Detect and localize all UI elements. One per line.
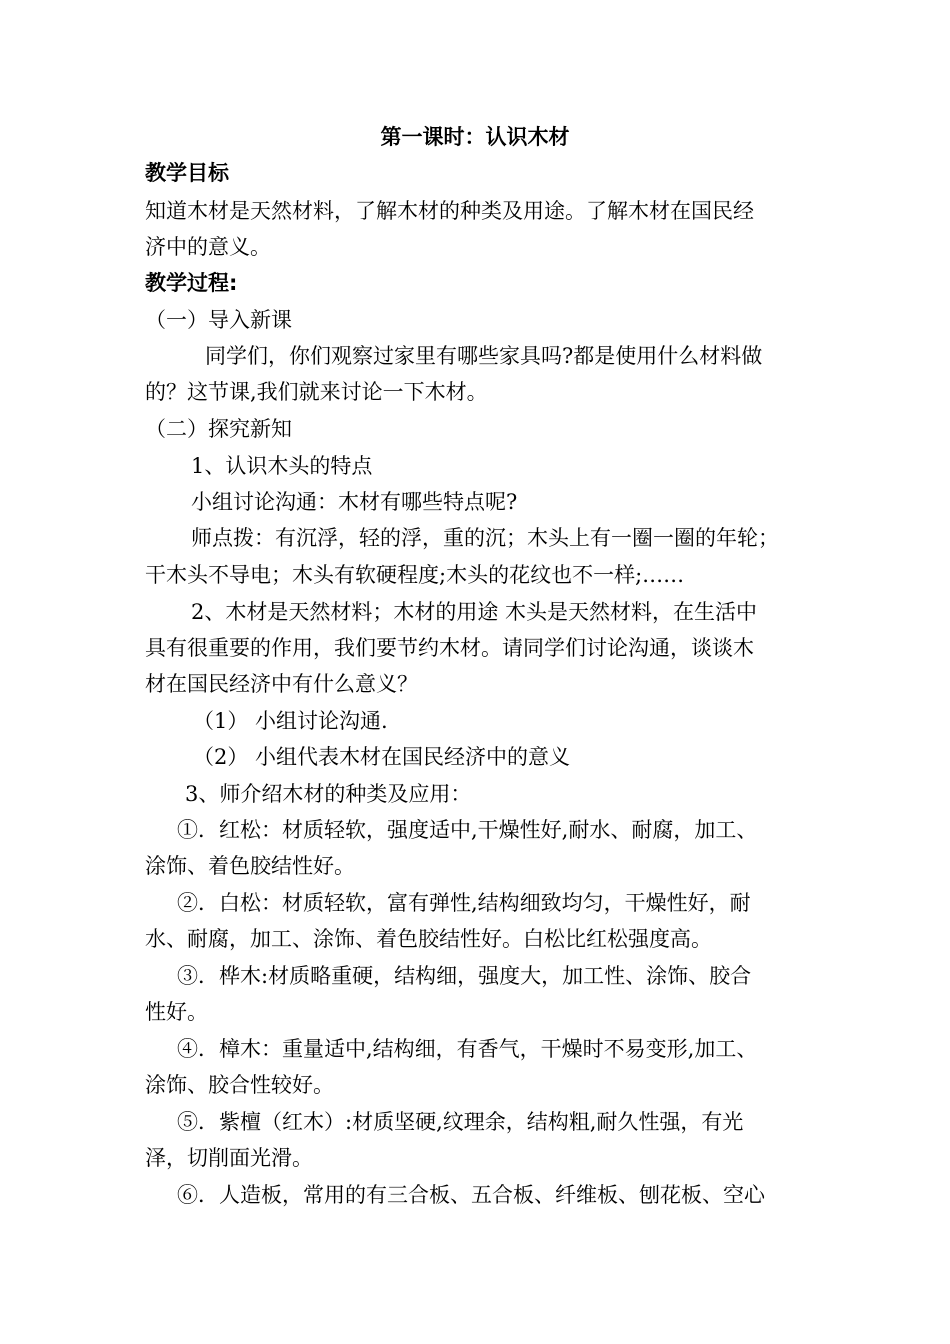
item-text-line: 干木头不导电；木头有软硬程度;木头的花纹也不一样;…… (145, 563, 685, 587)
goal-text-line: 济中的意义。 (145, 235, 271, 259)
goal-text-line: 知道木材是天然材料，了解木材的种类及用途。了解木材在国民经 (145, 199, 754, 223)
wood-type-line: ⑤．紫檀（红木）:材质坚硬,纹理余，结构粗,耐久性强，有光 (177, 1110, 744, 1134)
item-text-line: 2、木材是天然材料；木材的用途 木头是天然材料，在生活中 (191, 600, 758, 624)
sub-item: （2） 小组代表木材在国民经济中的意义 (193, 745, 571, 769)
process-heading: 教学过程: (145, 271, 238, 295)
sub-item: （1） 小组讨论沟通. (193, 709, 388, 733)
item-title: 3、师介绍木材的种类及应用： (185, 782, 472, 806)
wood-type-line: ②．白松：材质轻软，富有弹性,结构细致均匀，干燥性好，耐 (177, 891, 751, 915)
wood-type-line: 性好。 (145, 1000, 208, 1024)
item-text-line: 具有很重要的作用，我们要节约木材。请同学们讨论沟通，谈谈木 (145, 636, 754, 660)
section-heading-explore: （二）探究新知 (145, 417, 292, 441)
wood-type-line: ①．红松：材质轻软，强度适中,干燥性好,耐水、耐腐，加工、 (177, 818, 758, 842)
wood-type-line: 涂饰、着色胶结性好。 (145, 854, 355, 878)
intro-paragraph-line: 的？这节课,我们就来讨论一下木材。 (145, 380, 488, 404)
item-text-line: 小组讨论沟通：木材有哪些特点呢? (191, 490, 518, 514)
wood-type-line: ④．樟木：重量适中,结构细，有香气，干燥时不易变形,加工、 (177, 1037, 758, 1061)
wood-type-line: 泽，切削面光滑。 (145, 1146, 313, 1170)
wood-type-line: ⑥．人造板，常用的有三合板、五合板、纤维板、刨花板、空心 (177, 1183, 765, 1207)
item-text-line: 材在国民经济中有什么意义？ (145, 672, 418, 696)
wood-type-line: ③．桦木:材质略重硬，结构细，强度大，加工性、涂饰、胶合 (177, 964, 752, 988)
item-text-line: 师点拨：有沉浮，轻的浮，重的沉；木头上有一圈一圈的年轮； (191, 526, 779, 550)
wood-type-line: 水、耐腐，加工、涂饰、着色胶结性好。白松比红松强度高。 (145, 927, 712, 951)
page-title: 第一课时：认识木材 (380, 125, 570, 149)
goal-heading: 教学目标 (145, 161, 229, 185)
section-heading-intro: （一）导入新课 (145, 308, 292, 332)
intro-paragraph-line: 同学们，你们观察过家里有哪些家具吗?都是使用什么材料做 (205, 344, 763, 368)
wood-type-line: 涂饰、胶合性较好。 (145, 1073, 334, 1097)
item-title: 1、认识木头的特点 (191, 454, 373, 478)
